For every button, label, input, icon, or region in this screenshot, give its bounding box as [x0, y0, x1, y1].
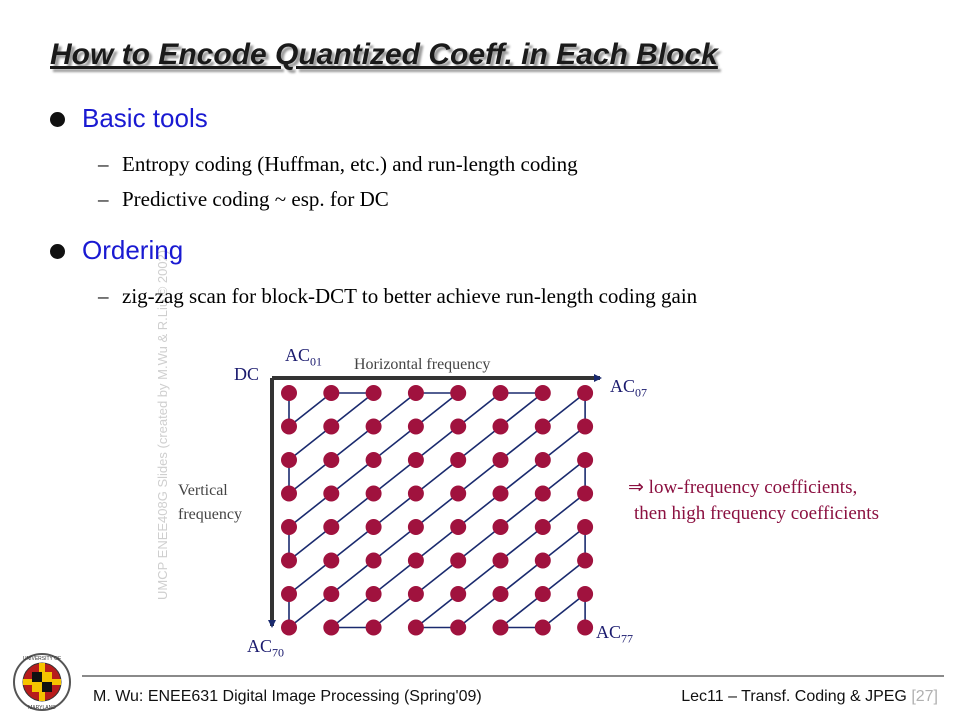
coefficient-dot — [366, 620, 382, 636]
coefficient-dot — [577, 385, 593, 401]
coefficient-dot — [281, 486, 297, 502]
scan-segment — [331, 393, 373, 427]
coefficient-dot — [535, 419, 551, 435]
slide-title: How to Encode Quantized Coeff. in Each Block — [50, 38, 718, 71]
coefficient-dot — [535, 553, 551, 569]
coefficient-dot — [450, 419, 466, 435]
logo-text-top: UNIVERSITY OF — [22, 656, 62, 662]
coefficient-dot — [323, 620, 339, 636]
coefficient-dot — [450, 519, 466, 535]
label-ac77-sub: 77 — [621, 631, 634, 646]
footer-lecture — [681, 688, 938, 706]
scan-segment — [331, 527, 373, 561]
coefficient-dot — [323, 486, 339, 502]
scan-segment — [416, 527, 458, 561]
scan-segment — [458, 393, 500, 427]
coefficient-dot — [493, 620, 509, 636]
coefficient-dot — [366, 553, 382, 569]
scan-segment — [289, 460, 331, 494]
coefficient-dot — [366, 385, 382, 401]
sub-item-text: Entropy coding (Huffman, etc.) and run-length coding — [122, 152, 578, 176]
scan-segment — [289, 393, 331, 427]
scan-segment — [543, 460, 585, 494]
logo-text-bottom: MARYLAND — [28, 705, 56, 711]
scan-segment — [543, 393, 585, 427]
scan-segment — [416, 494, 458, 528]
scan-segment — [416, 460, 458, 494]
label-ac70-main: AC — [247, 636, 273, 656]
scan-segment — [501, 393, 543, 427]
label-ac07-main: AC — [610, 376, 636, 396]
scan-segment — [331, 561, 373, 595]
coefficient-dot — [366, 519, 382, 535]
coefficient-dot — [535, 385, 551, 401]
coefficient-dot — [323, 419, 339, 435]
coefficient-dot — [281, 385, 297, 401]
coefficient-dot — [450, 385, 466, 401]
scan-segment — [543, 427, 585, 461]
coefficient-dot — [535, 620, 551, 636]
coefficient-dot — [450, 586, 466, 602]
coefficient-dot — [281, 419, 297, 435]
scan-segment — [458, 460, 500, 494]
coefficient-dot — [493, 553, 509, 569]
scan-segment — [331, 594, 373, 628]
coefficient-dot — [535, 586, 551, 602]
scan-segment — [501, 594, 543, 628]
coefficient-dot — [493, 486, 509, 502]
footer-lecture-title: Lec11 – Transf. Coding & JPEG — [681, 688, 907, 705]
vertical-frequency-label-1: Vertical — [178, 482, 228, 499]
label-ac77 — [596, 622, 633, 647]
coefficient-dot — [281, 586, 297, 602]
scan-segment — [289, 527, 331, 561]
coefficient-dot — [281, 553, 297, 569]
coefficient-dot — [450, 452, 466, 468]
scan-segment — [501, 460, 543, 494]
label-ac77-main: AC — [596, 622, 622, 642]
scan-segment — [374, 527, 416, 561]
coefficient-dot — [281, 452, 297, 468]
scan-segment — [458, 494, 500, 528]
scan-segment — [374, 460, 416, 494]
footer-divider — [82, 675, 944, 677]
scan-segment — [501, 494, 543, 528]
scan-segment — [501, 427, 543, 461]
coefficient-dot — [493, 419, 509, 435]
coefficient-dot — [281, 519, 297, 535]
coefficient-dot — [577, 553, 593, 569]
scan-segment — [289, 427, 331, 461]
scan-segment — [289, 594, 331, 628]
coefficient-dot — [493, 586, 509, 602]
coefficient-dot — [408, 620, 424, 636]
dash-mark: – — [98, 187, 109, 211]
scan-segment — [458, 427, 500, 461]
bullet-ordering: Ordering — [82, 235, 184, 265]
dash-mark: – — [98, 152, 109, 176]
coefficient-dot — [323, 519, 339, 535]
coefficient-dot — [535, 452, 551, 468]
scan-segment — [501, 561, 543, 595]
scan-segment — [374, 494, 416, 528]
scan-segment — [331, 494, 373, 528]
coefficient-dot — [408, 553, 424, 569]
coefficient-dot — [493, 519, 509, 535]
coefficient-dot — [408, 419, 424, 435]
university-seal-logo — [12, 652, 72, 717]
watermark: UMCP ENEE408G Slides (created by M.Wu & R.Liu © 2002) — [155, 249, 170, 600]
coefficient-dot — [577, 486, 593, 502]
scan-segment — [416, 561, 458, 595]
label-ac01-sub: 01 — [310, 354, 323, 369]
scan-segment — [416, 594, 458, 628]
scan-segment — [543, 561, 585, 595]
coefficient-dot — [408, 586, 424, 602]
coefficient-dot — [577, 586, 593, 602]
note-line-2: then high frequency coefficients — [634, 503, 879, 524]
label-ac01 — [285, 345, 322, 370]
footer-course: M. Wu: ENEE631 Digital Image Processing (Spring'09) — [93, 688, 482, 705]
label-ac70-sub: 70 — [272, 645, 285, 660]
coefficient-dot — [366, 586, 382, 602]
scan-segment — [543, 494, 585, 528]
scan-segment — [543, 594, 585, 628]
coefficient-dot — [493, 385, 509, 401]
coefficient-dot — [408, 519, 424, 535]
scan-segment — [458, 561, 500, 595]
scan-segment — [374, 561, 416, 595]
coefficient-dot — [408, 385, 424, 401]
label-ac01-main: AC — [285, 345, 311, 365]
scan-segment — [374, 594, 416, 628]
vertical-frequency-label-2: frequency — [178, 506, 242, 523]
sub-item-text: zig-zag scan for block-DCT to better achieve run-length coding gain — [122, 284, 698, 308]
scan-segment — [501, 527, 543, 561]
coefficient-dot — [323, 586, 339, 602]
coefficient-dot — [577, 519, 593, 535]
coefficient-dot — [450, 486, 466, 502]
scan-segment — [374, 427, 416, 461]
scan-segment — [331, 460, 373, 494]
coefficient-dot — [366, 452, 382, 468]
coefficient-dot — [535, 519, 551, 535]
coefficient-dot — [281, 620, 297, 636]
coefficient-dot — [408, 486, 424, 502]
label-ac07-sub: 07 — [635, 385, 648, 400]
coefficient-dot — [323, 553, 339, 569]
label-ac07 — [610, 376, 647, 401]
scan-segment — [331, 427, 373, 461]
coefficient-dot — [577, 620, 593, 636]
coefficient-dot — [450, 620, 466, 636]
scan-segment — [458, 527, 500, 561]
label-ac70 — [247, 636, 284, 661]
scan-segment — [416, 427, 458, 461]
sub-item-text: Predictive coding ~ esp. for DC — [122, 187, 389, 211]
footer-page-number: [27] — [911, 688, 938, 705]
horizontal-frequency-label: Horizontal frequency — [354, 356, 491, 373]
coefficient-dot — [535, 486, 551, 502]
coefficient-dot — [366, 486, 382, 502]
note-line-1: ⇒ low-frequency coefficients, — [628, 477, 858, 498]
coefficient-dot — [450, 553, 466, 569]
scan-segment — [416, 393, 458, 427]
scan-segment — [374, 393, 416, 427]
coefficient-dot — [408, 452, 424, 468]
scan-segment — [458, 594, 500, 628]
label-dc: DC — [234, 364, 260, 384]
dash-mark: – — [98, 284, 109, 308]
scan-segment — [289, 561, 331, 595]
scan-segment — [289, 494, 331, 528]
bullet-basic-tools: Basic tools — [82, 103, 208, 133]
coefficient-dot — [366, 419, 382, 435]
coefficient-dot — [323, 385, 339, 401]
coefficient-dot — [577, 419, 593, 435]
coefficient-dot — [577, 452, 593, 468]
coefficient-dot — [323, 452, 339, 468]
coefficient-dot — [493, 452, 509, 468]
scan-segment — [543, 527, 585, 561]
